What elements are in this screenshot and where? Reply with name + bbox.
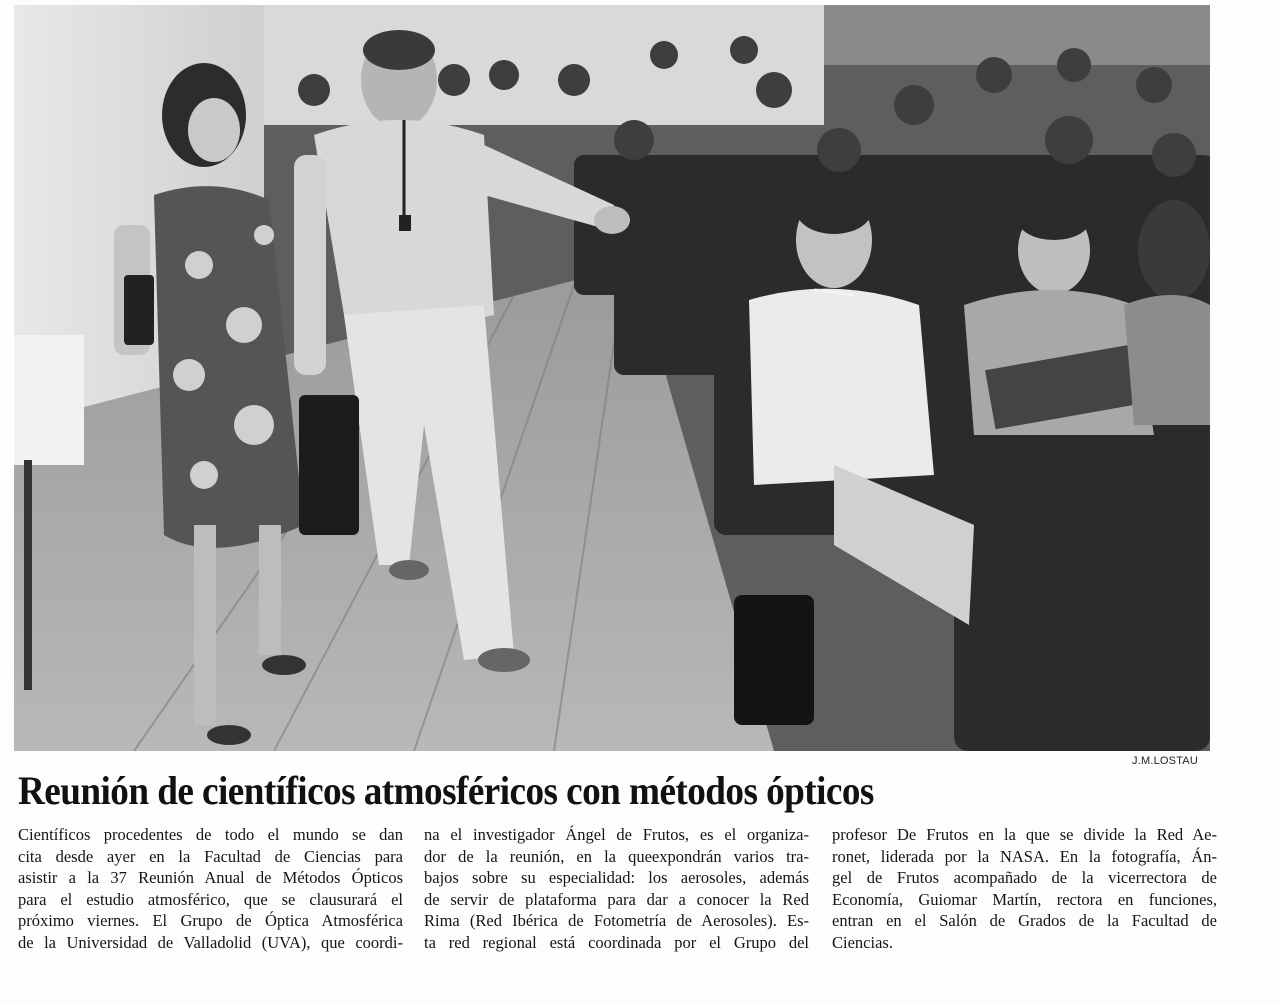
article-column-1 xyxy=(18,824,403,953)
text-line: Ciencias. xyxy=(832,932,893,952)
text-line: Científicos procedentes de todo el mundo se dan xyxy=(18,825,403,844)
text-line: cita desde ayer en la Facultad de Ciencias para xyxy=(18,846,403,866)
text-line: gel de Frutos acompañado de la vicerrectora de xyxy=(832,868,1217,887)
article-body xyxy=(18,824,1218,964)
news-photograph xyxy=(14,5,1210,751)
text-line: Rima (Red Ibérica de Fotometría de Aerosoles). Es- xyxy=(424,911,809,930)
photo-illustration xyxy=(14,5,1210,751)
photo-credit: J.M.LOSTAU xyxy=(1132,755,1198,767)
text-line: dor de la reunión, en la queexpondrán varios tra- xyxy=(424,846,809,866)
text-line: de la Universidad de Valladolid (UVA), que coordi- xyxy=(18,932,403,952)
text-line: próximo viernes. El Grupo de Óptica Atmosférica xyxy=(18,911,403,930)
text-line: de servir de plataforma para dar a conocer la Red xyxy=(424,889,809,909)
text-line: ta red regional está coordinada por el Grupo del xyxy=(424,932,809,952)
text-line: na el investigador Ángel de Frutos, es el organiza- xyxy=(424,825,809,844)
article-column-2 xyxy=(424,824,809,953)
text-line: bajos sobre su especialidad: los aerosoles, además xyxy=(424,868,809,887)
text-line: asistir a la 37 Reunión Anual de Métodos Ópticos xyxy=(18,868,403,887)
text-line: profesor De Frutos en la que se divide la Red Ae- xyxy=(832,825,1217,844)
article-headline: Reunión de científicos atmosféricos con métodos ópticos xyxy=(18,768,874,813)
text-line: para el estudio atmosférico, que se clausurará el xyxy=(18,889,403,909)
text-line: entran en el Salón de Grados de la Facultad de xyxy=(832,911,1217,930)
article-column-3 xyxy=(832,824,1217,953)
text-line: ronet, liderada por la NASA. En la fotografía, Án- xyxy=(832,846,1217,866)
text-line: Economía, Guiomar Martín, rectora en funciones, xyxy=(832,889,1217,909)
